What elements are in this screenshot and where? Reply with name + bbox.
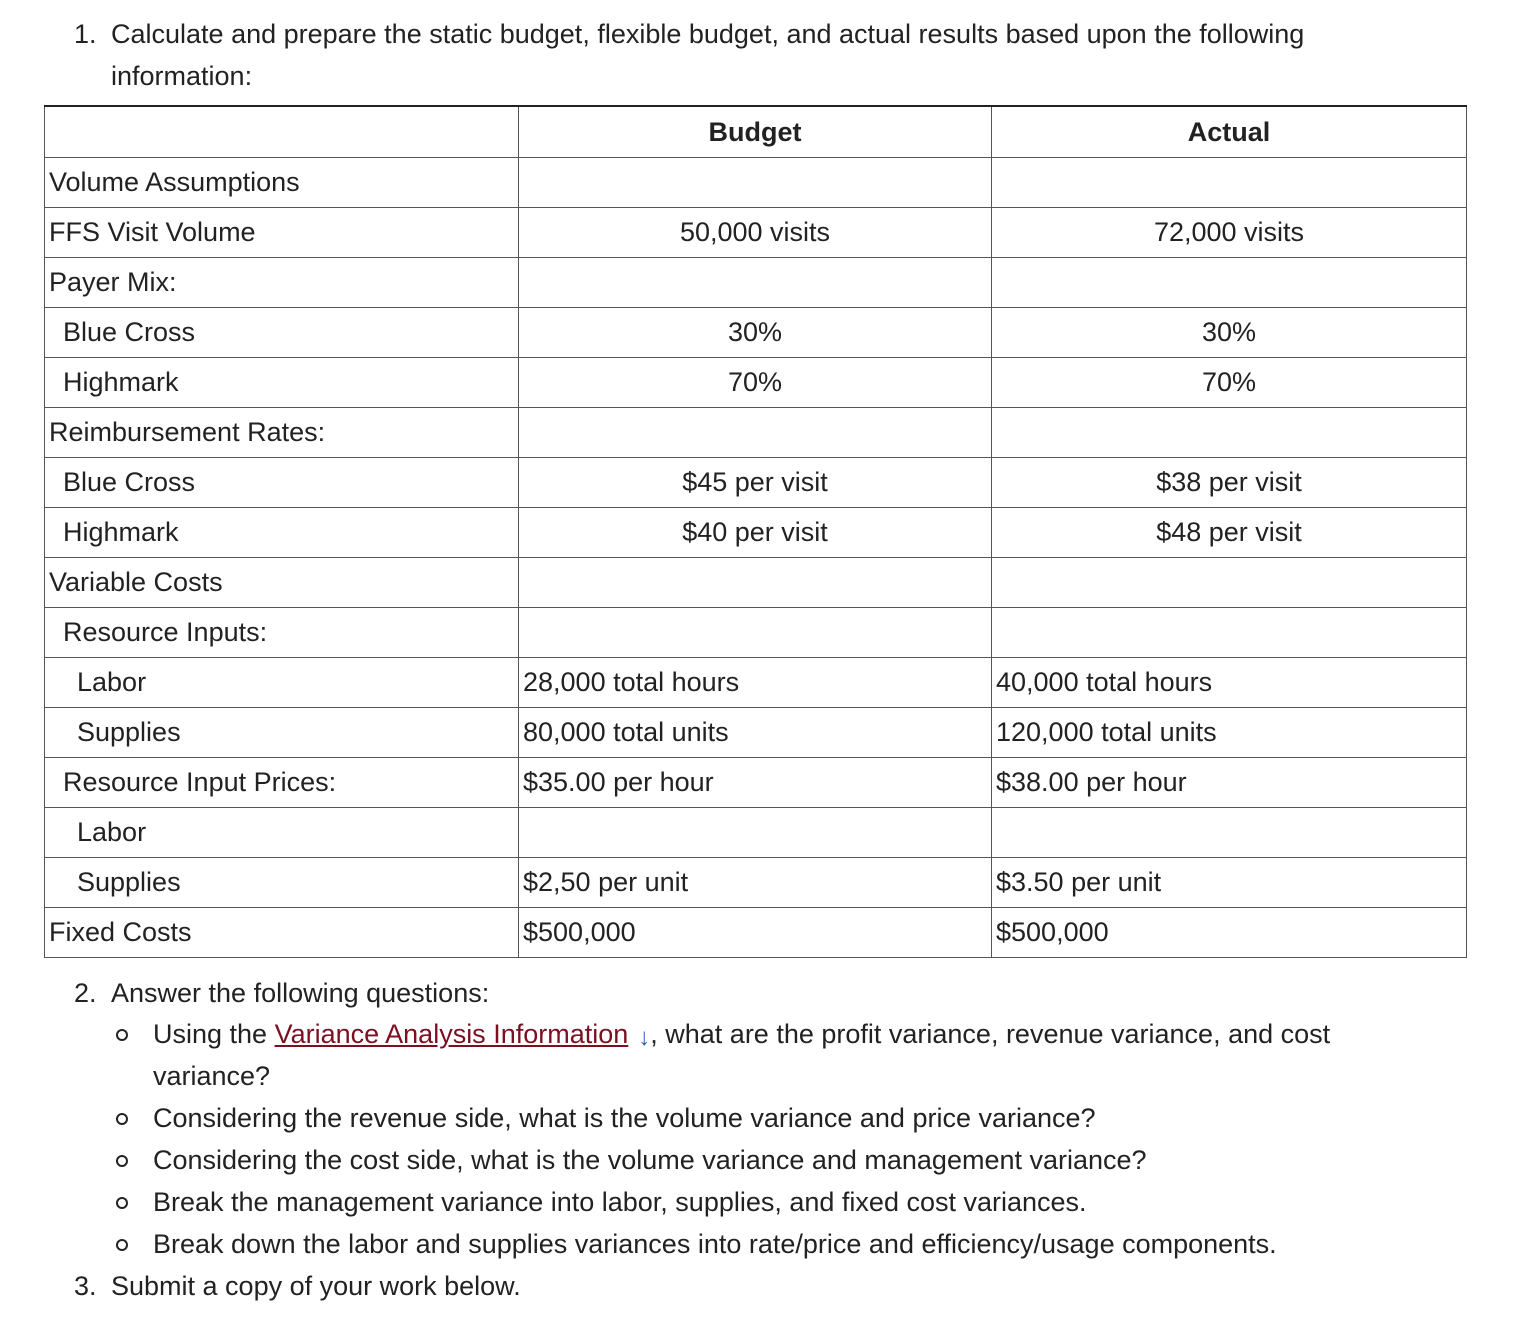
actual-cell: $38 per visit <box>992 458 1467 508</box>
actual-cell: $3.50 per unit <box>992 858 1467 908</box>
question-1 <box>153 1016 1330 1054</box>
budget-cell <box>519 558 992 608</box>
row-label: Resource Inputs: <box>45 608 519 658</box>
budget-cell <box>519 608 992 658</box>
row-label: Volume Assumptions <box>45 158 519 208</box>
actual-cell: 70% <box>992 358 1467 408</box>
budget-cell <box>519 258 992 308</box>
actual-cell: $500,000 <box>992 908 1467 958</box>
row-label: Labor <box>45 808 519 858</box>
item-1-text-line1: Calculate and prepare the static budget, flexible budget, and actual results based upon the following <box>111 19 1305 49</box>
budget-cell <box>519 158 992 208</box>
item-2-title: Answer the following questions: <box>111 978 490 1008</box>
actual-cell: 72,000 visits <box>992 208 1467 258</box>
item-1-number: 1. <box>74 19 97 49</box>
budget-cell: 30% <box>519 308 992 358</box>
actual-cell: $38.00 per hour <box>992 758 1467 808</box>
table-row <box>45 608 1467 658</box>
actual-cell <box>992 158 1467 208</box>
row-label: Resource Input Prices: <box>45 758 519 808</box>
table-row <box>45 308 1467 358</box>
actual-cell <box>992 408 1467 458</box>
row-label: Labor <box>45 658 519 708</box>
item-3-text: Submit a copy of your work below. <box>111 1271 521 1301</box>
row-label: Highmark <box>45 508 519 558</box>
actual-cell <box>992 608 1467 658</box>
table-row <box>45 708 1467 758</box>
row-label: Variable Costs <box>45 558 519 608</box>
item-2-number: 2. <box>74 978 97 1008</box>
table-header-row <box>45 106 1467 158</box>
bullet-icon <box>116 1113 128 1125</box>
budget-cell: $500,000 <box>519 908 992 958</box>
actual-cell <box>992 258 1467 308</box>
actual-cell: 120,000 total units <box>992 708 1467 758</box>
row-label: FFS Visit Volume <box>45 208 519 258</box>
row-label: Fixed Costs <box>45 908 519 958</box>
row-label: Blue Cross <box>45 458 519 508</box>
table-row <box>45 908 1467 958</box>
budget-cell: $35.00 per hour <box>519 758 992 808</box>
table-row <box>45 808 1467 858</box>
actual-cell: 30% <box>992 308 1467 358</box>
budget-cell: 28,000 total hours <box>519 658 992 708</box>
question-2: Considering the revenue side, what is the volume variance and price variance? <box>153 1103 1096 1133</box>
table-row <box>45 758 1467 808</box>
actual-cell <box>992 558 1467 608</box>
table-row <box>45 658 1467 708</box>
bullet-icon <box>116 1155 128 1167</box>
table-row <box>45 208 1467 258</box>
row-label: Reimbursement Rates: <box>45 408 519 458</box>
budget-cell: 70% <box>519 358 992 408</box>
table-row <box>45 858 1467 908</box>
table-row <box>45 258 1467 308</box>
item-3-number: 3. <box>74 1271 97 1301</box>
row-label: Highmark <box>45 358 519 408</box>
table-row <box>45 508 1467 558</box>
question-5: Break down the labor and supplies variances into rate/price and efficiency/usage components. <box>153 1229 1277 1259</box>
question-3: Considering the cost side, what is the volume variance and management variance? <box>153 1145 1147 1175</box>
actual-cell: 40,000 total hours <box>992 658 1467 708</box>
actual-cell: $48 per visit <box>992 508 1467 558</box>
budget-cell: 50,000 visits <box>519 208 992 258</box>
down-arrow-icon[interactable]: ↓ <box>638 1024 651 1051</box>
bullet-icon <box>116 1197 128 1209</box>
table-row <box>45 458 1467 508</box>
header-budget: Budget <box>519 106 992 158</box>
question-1-suffix: , what are the profit variance, revenue variance, and cost <box>650 1019 1331 1049</box>
budget-cell <box>519 808 992 858</box>
table-row <box>45 158 1467 208</box>
budget-cell: $40 per visit <box>519 508 992 558</box>
header-actual: Actual <box>992 106 1467 158</box>
variance-analysis-link[interactable]: Variance Analysis Information <box>274 1019 629 1049</box>
question-1-continued: variance? <box>153 1061 271 1091</box>
header-blank <box>45 106 519 158</box>
bullet-icon <box>116 1239 128 1251</box>
budget-cell: $2,50 per unit <box>519 858 992 908</box>
table-row <box>45 408 1467 458</box>
question-1-prefix: Using the <box>153 1019 275 1049</box>
table-row <box>45 358 1467 408</box>
question-4: Break the management variance into labor, supplies, and fixed cost variances. <box>153 1187 1087 1217</box>
bullet-icon <box>116 1029 128 1041</box>
actual-cell <box>992 808 1467 858</box>
budget-cell: $45 per visit <box>519 458 992 508</box>
item-1-text-line2: information: <box>111 61 253 91</box>
budget-table <box>44 105 1467 958</box>
table-row <box>45 558 1467 608</box>
row-label: Supplies <box>45 858 519 908</box>
budget-cell <box>519 408 992 458</box>
budget-cell: 80,000 total units <box>519 708 992 758</box>
row-label: Supplies <box>45 708 519 758</box>
row-label: Payer Mix: <box>45 258 519 308</box>
row-label: Blue Cross <box>45 308 519 358</box>
